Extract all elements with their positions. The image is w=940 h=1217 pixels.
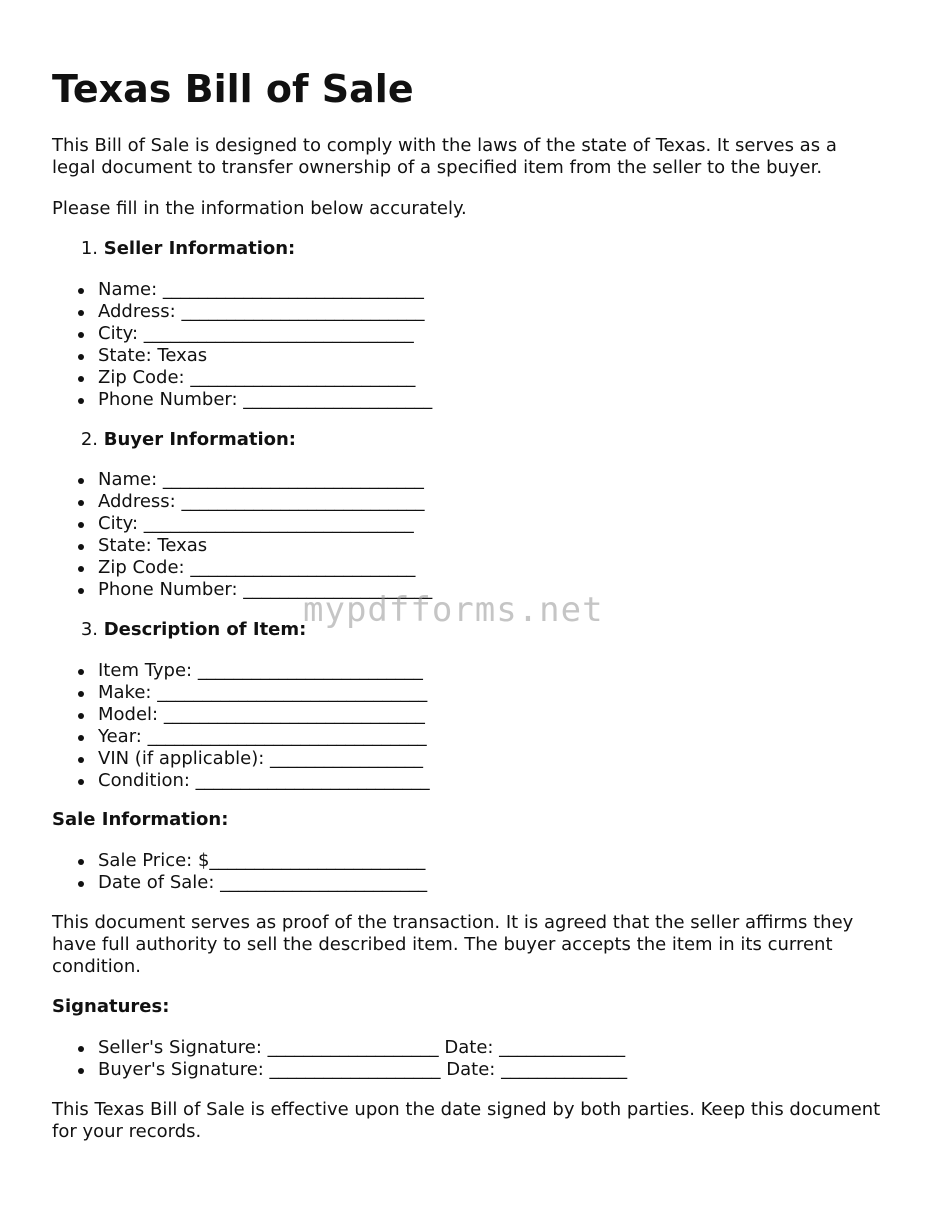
item-section-heading	[52, 619, 306, 641]
signatures-list	[52, 1037, 627, 1081]
item-type-field: Item Type: _________________________	[52, 660, 430, 682]
sale-price-field: Sale Price: $________________________	[52, 850, 427, 872]
sale-section-heading: Sale Information:	[52, 809, 229, 830]
item-make-field: Make: ______________________________	[52, 682, 430, 704]
seller-signature-field: Seller's Signature: ___________________ Date: ______________	[52, 1037, 627, 1059]
closing-paragraph: This Texas Bill of Sale is effective upon the date signed by both parties. Keep this document for your records.	[52, 1099, 881, 1142]
intro-paragraph: This Bill of Sale is designed to comply with the laws of the state of Texas. It serves as a legal document to transfer ownership of a specified item from the seller to the buyer.	[52, 135, 837, 178]
seller-section-number: 1.	[80, 238, 98, 259]
seller-fields-list	[52, 279, 432, 411]
sale-fields-list	[52, 850, 427, 894]
buyer-section-number: 2.	[80, 429, 98, 450]
instruction-text: Please fill in the information below accurately.	[52, 198, 467, 219]
buyer-zip-field: Zip Code: _________________________	[52, 557, 432, 579]
item-vin-field: VIN (if applicable): _________________	[52, 748, 430, 770]
item-section-number: 3.	[80, 619, 98, 640]
buyer-fields-list	[52, 469, 432, 601]
item-fields-list	[52, 660, 430, 792]
item-model-field: Model: _____________________________	[52, 704, 430, 726]
item-section-title: Description of Item:	[103, 619, 307, 640]
sale-date-field: Date of Sale: _______________________	[52, 872, 427, 894]
seller-state-field: State: Texas	[52, 345, 432, 367]
seller-section-title: Seller Information:	[103, 238, 296, 259]
buyer-address-field: Address: ___________________________	[52, 491, 432, 513]
buyer-section-heading	[52, 429, 296, 451]
item-year-field: Year: _______________________________	[52, 726, 430, 748]
seller-zip-field: Zip Code: _________________________	[52, 367, 432, 389]
buyer-phone-field: Phone Number: _____________________	[52, 579, 432, 601]
buyer-city-field: City: ______________________________	[52, 513, 432, 535]
seller-section-heading	[52, 238, 295, 260]
seller-name-field: Name: _____________________________	[52, 279, 432, 301]
page-title: Texas Bill of Sale	[52, 67, 414, 111]
seller-phone-field: Phone Number: _____________________	[52, 389, 432, 411]
item-condition-field: Condition: __________________________	[52, 770, 430, 792]
buyer-state-field: State: Texas	[52, 535, 432, 557]
seller-address-field: Address: ___________________________	[52, 301, 432, 323]
buyer-signature-field: Buyer's Signature: ___________________ Date: ______________	[52, 1059, 627, 1081]
buyer-name-field: Name: _____________________________	[52, 469, 432, 491]
agreement-paragraph: This document serves as proof of the transaction. It is agreed that the seller affirms they have full authority to sell the described item. The buyer accepts the item in its current condition.	[52, 912, 854, 977]
seller-city-field: City: ______________________________	[52, 323, 432, 345]
watermark: mypdfforms.net	[303, 590, 604, 630]
buyer-section-title: Buyer Information:	[103, 429, 296, 450]
signatures-heading: Signatures:	[52, 996, 170, 1017]
